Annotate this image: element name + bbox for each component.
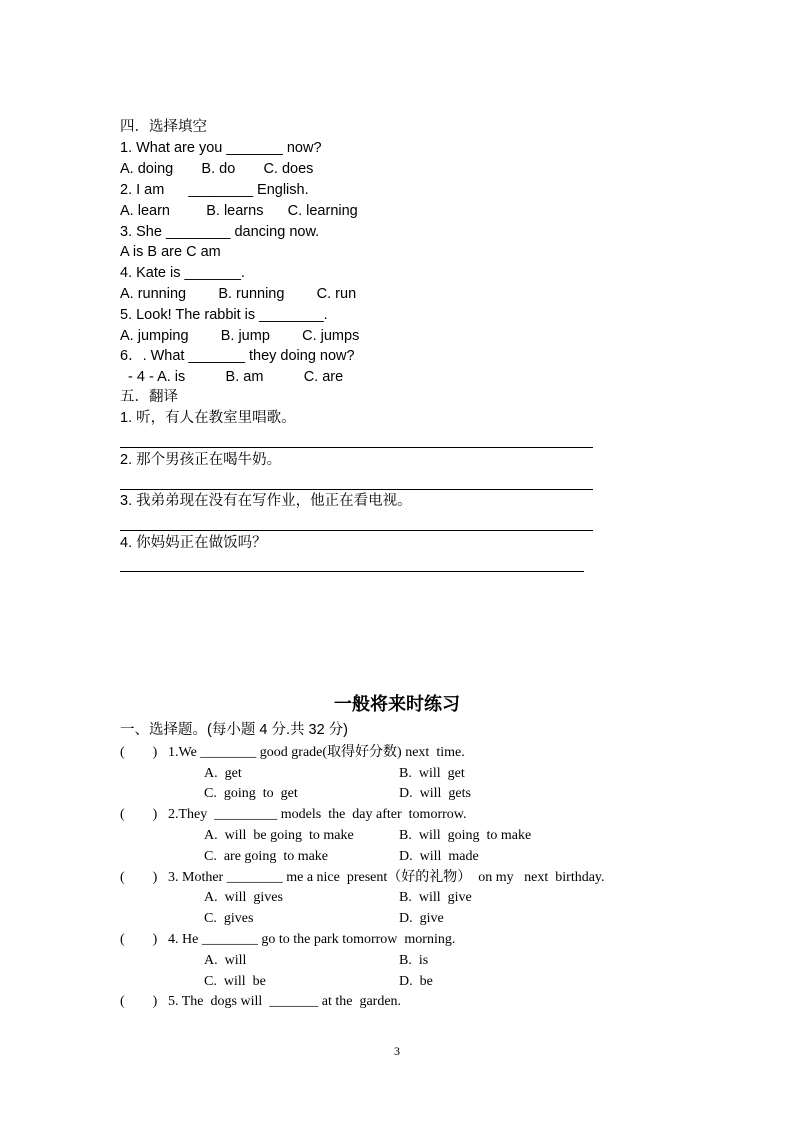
option-b: B. will give (399, 890, 472, 905)
option-c: C. going to get (204, 786, 298, 801)
options-line: A. doing B. do C. does (120, 161, 314, 177)
options-line: A is B are C am (120, 244, 221, 260)
option-b: B. is (399, 953, 429, 968)
options-line: A. running B. running C. run (120, 286, 357, 302)
answer-line (120, 447, 593, 448)
option-a: A. get (204, 766, 242, 781)
question-line: 5. Look! The rabbit is ________. (120, 307, 328, 323)
answer-parentheses: ( ) (120, 994, 158, 1009)
option-b: B. will get (399, 766, 465, 781)
question-stem: 4. He ________ go to the park tomorrow morning. (168, 932, 456, 947)
option-a: A. will (204, 953, 247, 968)
question-line: 4. Kate is _______. (120, 265, 245, 281)
exercise-heading: 一、选择题。(每小题 4 分.共 32 分) (120, 722, 348, 738)
page-number: 3 (394, 1044, 400, 1058)
exercise-title: 一般将来时练习 (334, 694, 460, 715)
question-stem: 5. The dogs will _______ at the garden. (168, 994, 402, 1009)
question-line: 6．. What _______ they doing now? (120, 348, 355, 364)
option-d: D. will made (399, 849, 479, 864)
option-d: D. give (399, 911, 444, 926)
question-line: 3. She ________ dancing now. (120, 224, 320, 240)
options-line: - 4 - A. is B. am C. are (120, 369, 344, 385)
option-b: B. will going to make (399, 828, 532, 843)
option-c: C. are going to make (204, 849, 329, 864)
translation-item: 4. 你妈妈正在做饭吗？ (120, 535, 267, 551)
question-stem: 2.They _________ models the day after tomorrow. (168, 807, 467, 822)
option-c: C. gives (204, 911, 254, 926)
answer-parentheses: ( ) (120, 745, 158, 760)
options-line: A. learn B. learns C. learning (120, 203, 358, 219)
answer-line (120, 489, 593, 490)
translation-item: 1. 听，有人在教室里唱歌。 (120, 410, 296, 426)
question-line: 2. I am ________ English. (120, 182, 309, 198)
options-line: A. jumping B. jump C. jumps (120, 328, 360, 344)
question-stem: 1.We ________ good grade(取得好分数) next time. (168, 745, 465, 760)
question-stem: 3. Mother ________ me a nice present（好的礼物） on my next birthday. (168, 870, 605, 885)
option-c: C. will be (204, 974, 266, 989)
answer-parentheses: ( ) (120, 932, 158, 947)
option-a: A. will be going to make (204, 828, 354, 843)
option-d: D. will gets (399, 786, 471, 801)
answer-line (120, 530, 593, 531)
section-5-heading: 五．翻译 (120, 389, 178, 405)
translation-item: 2. 那个男孩正在喝牛奶。 (120, 452, 282, 468)
section-4-heading: 四．选择填空 (120, 119, 207, 135)
option-d: D. be (399, 974, 433, 989)
question-line: 1. What are you _______ now? (120, 140, 322, 156)
translation-item: 3. 我弟弟现在没有在写作业，他正在看电视。 (120, 493, 412, 509)
answer-parentheses: ( ) (120, 870, 158, 885)
answer-parentheses: ( ) (120, 807, 158, 822)
answer-line (120, 571, 584, 572)
option-a: A. will gives (204, 890, 283, 905)
